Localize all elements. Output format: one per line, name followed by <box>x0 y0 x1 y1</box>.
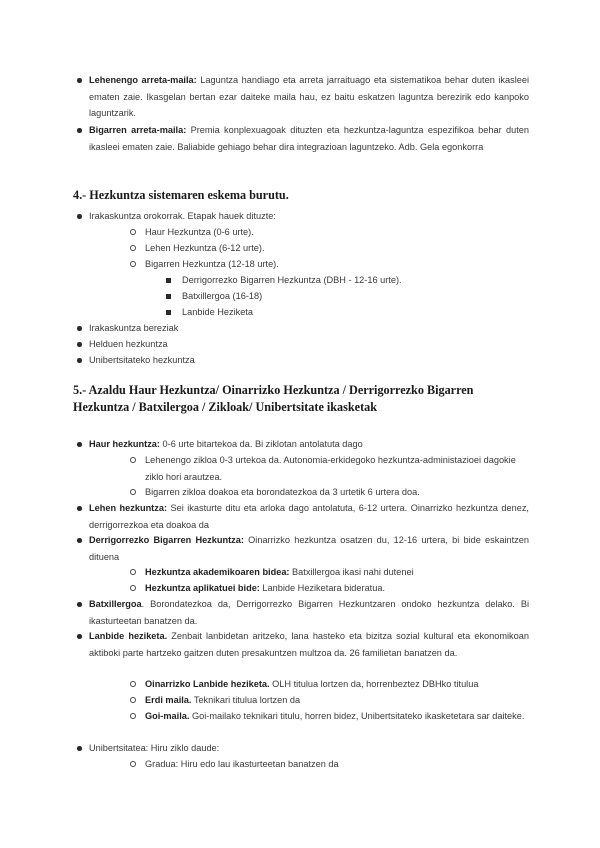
list-item: Lehen hezkuntza: Sei ikasturte ditu eta arloka dago antolatuta, 6-12 urtera. Oinarrizko hezkuntza denez, derrigorrezkoa eta doakoa da <box>89 500 529 533</box>
bullet-icon <box>77 538 82 543</box>
bullet-icon <box>77 214 82 219</box>
bullet-icon <box>77 78 82 83</box>
square-bullet-icon <box>166 278 171 283</box>
circle-bullet-icon <box>130 569 136 575</box>
list-item: Bigarren zikloa doakoa eta borondatezkoa da 3 urtetik 6 urtera doa. <box>145 484 529 501</box>
circle-bullet-icon <box>130 713 136 719</box>
circle-bullet-icon <box>130 457 136 463</box>
section-5-heading-line2: Hezkuntza / Batxilergoa / Zikloak/ Unibertsitate ikasketak <box>73 400 378 414</box>
bullet-icon <box>77 326 82 331</box>
list-item: Haur hezkuntza: 0-6 urte bitartekoa da. Bi ziklotan antolatuta dago <box>89 436 529 453</box>
list-item: Lehen Hezkuntza (6-12 urte). <box>145 240 529 257</box>
list-item: Erdi maila. Teknikari titulua lortzen da <box>145 692 529 709</box>
list-item: Derrigorrezko Bigarren Hezkuntza: Oinarrizko hezkuntza osatzen du, 12-16 urtera, bi bide eskaintzen dituena <box>89 532 529 565</box>
bullet-icon <box>77 602 82 607</box>
circle-bullet-icon <box>130 585 136 591</box>
bullet-icon <box>77 746 82 751</box>
list-item: Lehenengo arreta-maila: Laguntza handiago eta arreta jarraituago eta sistematikoa behar duten ikasleei ematen zaie. Ikasgelan bertan ezar daiteke maila hau, ez baitu eskatzen laguntza berezirik edo kanpoko laguntzarik. <box>89 72 529 122</box>
list-item: Batxillergoa. Borondatezkoa da, Derrigorrezko Bigarren Hezkuntzaren ondoko hezkuntza delako. Bi ikasturteetan banatzen da. <box>89 596 529 629</box>
list-item: Bigarren Hezkuntza (12-18 urte). <box>145 256 529 273</box>
list-item: Lanbide heziketa. Zenbait lanbidetan aritzeko, lana hasteko eta bizitza sozial kultural eta ekonomikoan aktiboki parte hartzeko gaitzen duten presakuntzen multzoa da. 26 familietan banatzen da. <box>89 628 529 661</box>
list-item: Lehenengo zikloa 0-3 urtekoa da. Autonomia-erkidegoko hezkuntza-administazioei dagokie ziklo hori arautzea. <box>145 452 529 485</box>
list-item: Helduen hezkuntza <box>89 336 529 353</box>
list-item: Oinarrizko Lanbide heziketa. OLH titulua lortzen da, horrenbeztez DBHko titulua <box>145 676 529 693</box>
bullet-icon <box>77 634 82 639</box>
circle-bullet-icon <box>130 229 136 235</box>
bullet-icon <box>77 442 82 447</box>
square-bullet-icon <box>166 310 171 315</box>
circle-bullet-icon <box>130 489 136 495</box>
circle-bullet-icon <box>130 245 136 251</box>
circle-bullet-icon <box>130 681 136 687</box>
list-item: Batxillergoa (16-18) <box>182 288 529 305</box>
bullet-icon <box>77 128 82 133</box>
list-item: Derrigorrezko Bigarren Hezkuntza (DBH - 12-16 urte). <box>182 272 529 289</box>
bullet-icon <box>77 342 82 347</box>
list-item: Bigarren arreta-maila: Premia konplexuagoak dituzten eta hezkuntza-laguntza espezifikoa behar duten ikasleei ematen zaie. Baliabide gehiago behar dira integrazioan laguntzeko. Adb. Gela egonkorra <box>89 122 529 155</box>
list-item: Irakaskuntza bereziak <box>89 320 529 337</box>
section-5-heading-line1: 5.- Azaldu Haur Hezkuntza/ Oinarrizko Hezkuntza / Derrigorrezko Bigarren <box>73 383 474 397</box>
list-item: Gradua: Hiru edo lau ikasturteetan banatzen da <box>145 756 529 773</box>
section-4-heading: 4.- Hezkuntza sistemaren eskema burutu. <box>73 188 289 202</box>
circle-bullet-icon <box>130 261 136 267</box>
list-item: Haur Hezkuntza (0-6 urte). <box>145 224 529 241</box>
list-item: Unibertsitateko hezkuntza <box>89 352 529 369</box>
list-item: Goi-maila. Goi-mailako teknikari titulu, horren bidez, Unibertsitateko ikasketetara sar daiteke. <box>145 708 529 725</box>
circle-bullet-icon <box>130 697 136 703</box>
square-bullet-icon <box>166 294 171 299</box>
list-item: Lanbide Heziketa <box>182 304 529 321</box>
bullet-icon <box>77 506 82 511</box>
list-item: Irakaskuntza orokorrak. Etapak hauek dituzte: <box>89 208 529 225</box>
list-item: Unibertsitatea: Hiru ziklo daude: <box>89 740 529 757</box>
list-item: Hezkuntza aplikatuei bide: Lanbide Heziketara bideratua. <box>145 580 529 597</box>
circle-bullet-icon <box>130 761 136 767</box>
list-item: Hezkuntza akademikoaren bidea: Batxillergoa ikasi nahi dutenei <box>145 564 529 581</box>
bullet-icon <box>77 358 82 363</box>
